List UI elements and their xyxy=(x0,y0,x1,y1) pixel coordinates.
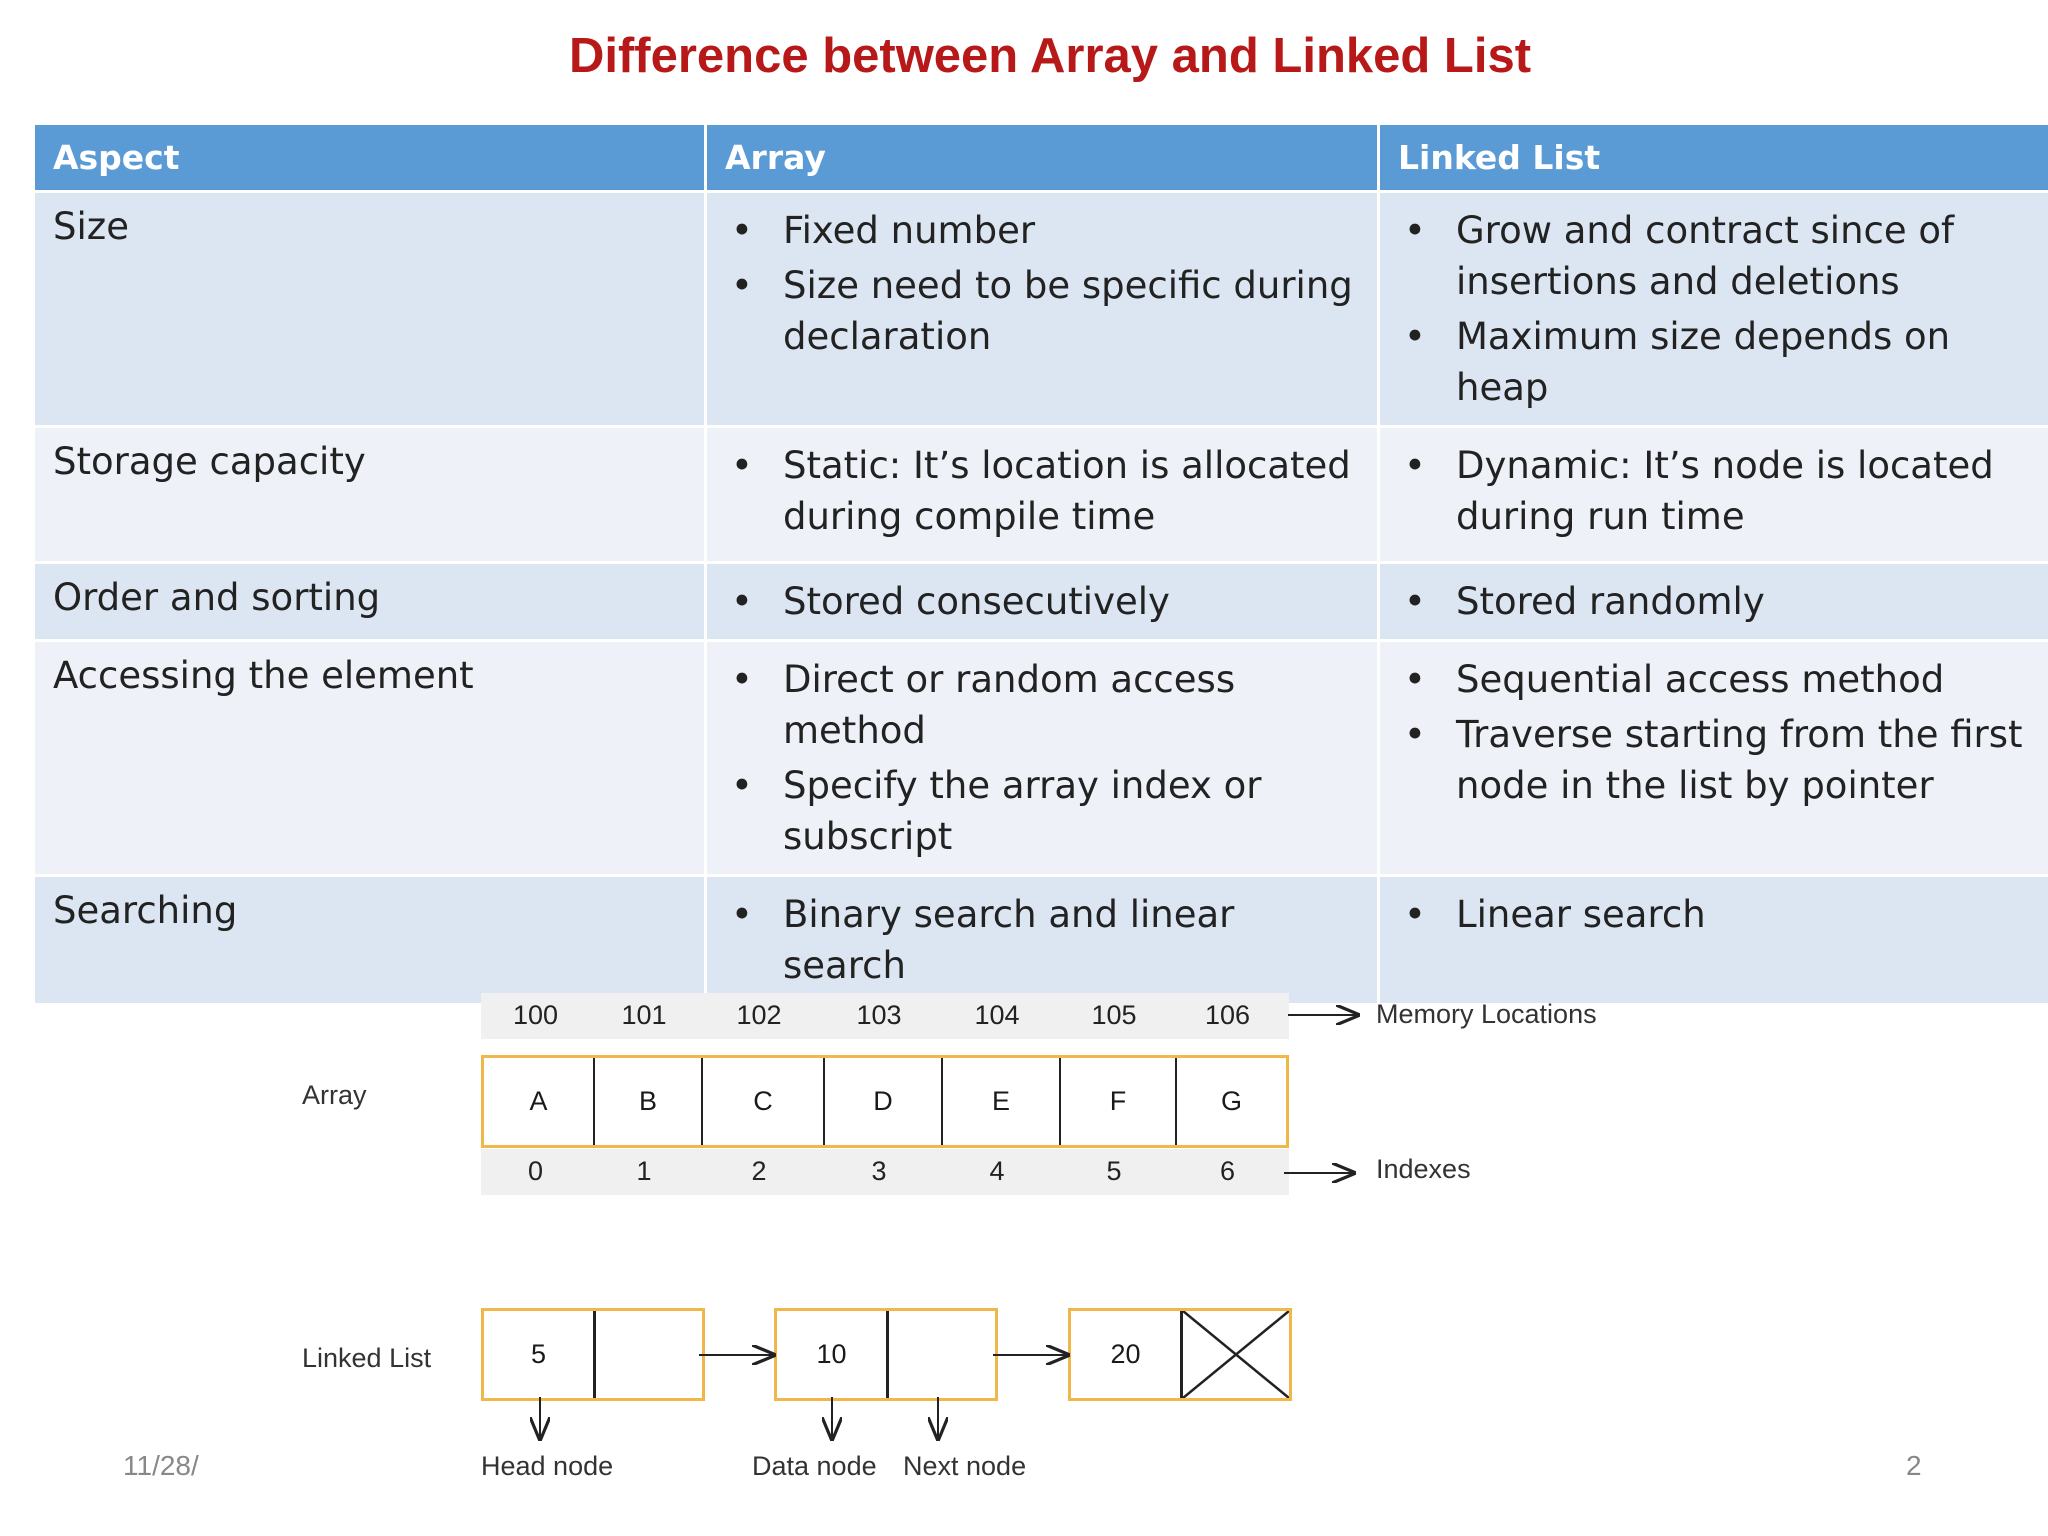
data-node-label: Data node xyxy=(752,1451,877,1481)
bullet-list xyxy=(1398,889,2030,940)
node-data: 20 xyxy=(1110,1339,1141,1369)
bullet-list xyxy=(725,576,1359,627)
table-row xyxy=(34,192,2048,427)
page-number: 2 xyxy=(1906,1450,1922,1481)
bullet-item: • Specify the array index or subscript xyxy=(725,760,1359,862)
bullet-item: • Fixed number xyxy=(725,205,1359,256)
array-cell: A xyxy=(529,1086,548,1116)
array-cell: C xyxy=(701,1058,823,1145)
array-cell: B xyxy=(593,1058,701,1145)
bullet-list xyxy=(1398,654,2030,811)
node-data: 10 xyxy=(816,1339,847,1369)
array-index: 1 xyxy=(636,1156,652,1186)
memory-location: 101 xyxy=(621,1000,667,1030)
table-header-row xyxy=(34,124,2048,192)
bullet-item: • Direct or random access method xyxy=(725,654,1359,756)
cell-linked-list xyxy=(1379,427,2048,563)
bullet-list xyxy=(725,205,1359,362)
comparison-table xyxy=(32,122,2048,1006)
cell-linked-list xyxy=(1379,641,2048,876)
array-index: 4 xyxy=(989,1156,1005,1186)
table-row xyxy=(34,563,2048,641)
memory-location: 104 xyxy=(974,1000,1020,1030)
table-row xyxy=(34,641,2048,876)
cell-array xyxy=(706,641,1379,876)
bullet-item: • Dynamic: It’s node is located during run time xyxy=(1398,440,2030,542)
header-aspect: Aspect xyxy=(34,124,706,192)
array-cell: E xyxy=(941,1058,1059,1145)
cell-array xyxy=(706,563,1379,641)
bullet-list xyxy=(725,440,1359,542)
array-linkedlist-diagram xyxy=(0,975,2048,1535)
array-index: 0 xyxy=(527,1156,544,1186)
memory-location: 103 xyxy=(856,1000,902,1030)
bullet-item: • Linear search xyxy=(1398,889,2030,940)
header-array: Array xyxy=(706,124,1379,192)
bullet-item: • Sequential access method xyxy=(1398,654,2030,705)
array-cell: G xyxy=(1175,1058,1286,1145)
indexes-label: Indexes xyxy=(1376,1154,1471,1184)
footer-date: 11/28/ xyxy=(123,1450,199,1481)
next-node-label: Next node xyxy=(903,1451,1027,1481)
bullet-list xyxy=(1398,576,2030,627)
head-node-label: Head node xyxy=(481,1451,614,1481)
memory-locations-label: Memory Locations xyxy=(1376,999,1597,1029)
cell-linked-list xyxy=(1379,563,2048,641)
memory-location: 102 xyxy=(736,1000,782,1030)
cell-aspect: Size xyxy=(34,192,706,427)
memory-location: 106 xyxy=(1204,1000,1251,1030)
cell-array xyxy=(706,427,1379,563)
cell-aspect: Order and sorting xyxy=(34,563,706,641)
bullet-item: • Stored consecutively xyxy=(725,576,1359,627)
array-cell: D xyxy=(823,1058,941,1145)
memory-location: 105 xyxy=(1091,1000,1137,1030)
bullet-item: • Maximum size depends on heap xyxy=(1398,311,2030,413)
bullet-item: • Binary search and linear search xyxy=(725,889,1359,991)
bullet-list xyxy=(725,654,1359,862)
array-cell: F xyxy=(1059,1058,1175,1145)
table-row xyxy=(34,427,2048,563)
cell-aspect: Accessing the element xyxy=(34,641,706,876)
bullet-item: • Grow and contract since of insertions and deletions xyxy=(1398,205,2030,307)
array-label: Array xyxy=(302,1080,367,1110)
memory-location: 100 xyxy=(512,1000,559,1030)
cell-array xyxy=(706,192,1379,427)
slide-title: Difference between Array and Linked List xyxy=(568,29,1532,83)
cell-aspect: Searching xyxy=(34,876,706,1005)
array-index: 6 xyxy=(1219,1156,1236,1186)
bullet-list xyxy=(1398,205,2030,413)
bullet-item: • Stored randomly xyxy=(1398,576,2030,627)
header-linked-list: Linked List xyxy=(1379,124,2048,192)
array-index: 3 xyxy=(871,1156,887,1186)
cell-aspect: Storage capacity xyxy=(34,427,706,563)
bullet-list xyxy=(1398,440,2030,542)
node-data: 5 xyxy=(530,1339,547,1369)
bullet-item: • Size need to be specific during declaration xyxy=(725,260,1359,362)
array-index: 2 xyxy=(751,1156,767,1186)
bullet-item: • Static: It’s location is allocated during compile time xyxy=(725,440,1359,542)
linked-list-label: Linked List xyxy=(302,1343,432,1373)
cell-linked-list xyxy=(1379,192,2048,427)
bullet-item: • Traverse starting from the first node in the list by pointer xyxy=(1398,709,2030,811)
array-index: 5 xyxy=(1106,1156,1122,1186)
